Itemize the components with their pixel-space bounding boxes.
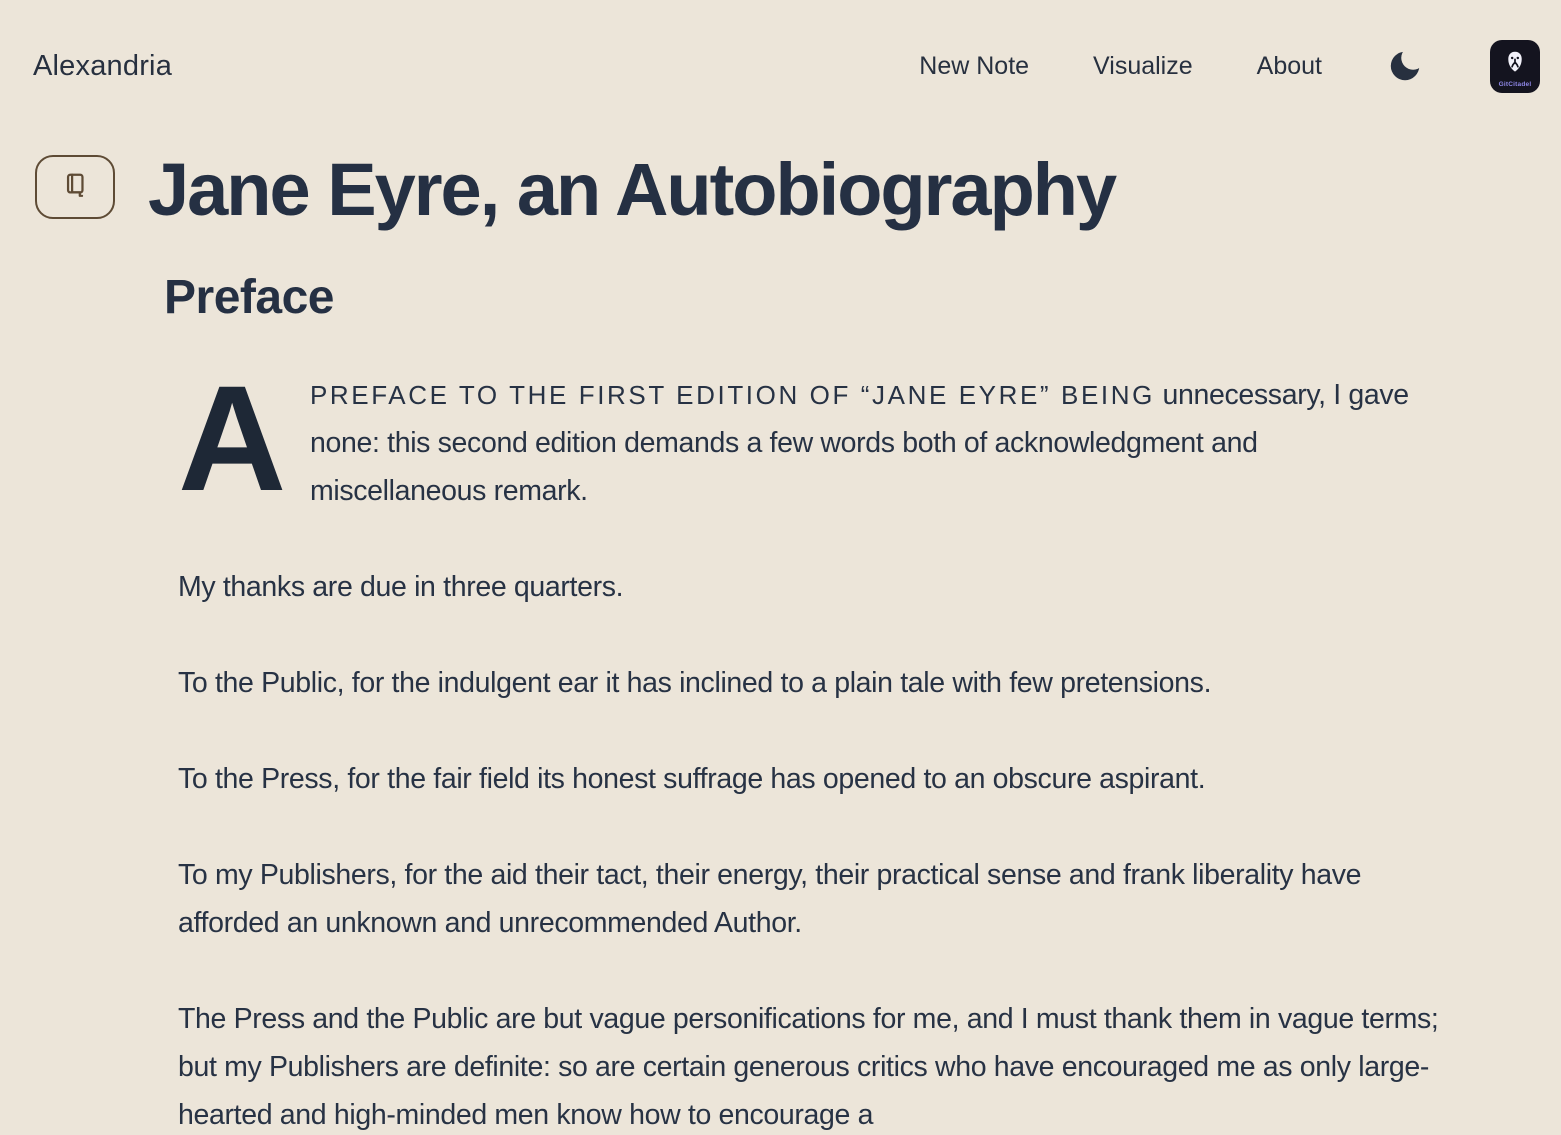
title-row <box>0 148 1561 232</box>
nav-link-about[interactable]: About <box>1256 52 1322 80</box>
paragraph: My thanks are due in three quarters. <box>178 571 624 604</box>
book-icon <box>59 170 91 205</box>
article-body <box>178 354 1440 1135</box>
lead-rest-text: unnecessary, I gave none: this second edition demands a few words both of acknowledgment and miscellaneous remark. <box>309 379 1409 508</box>
helmet-icon <box>1502 49 1528 80</box>
lead-caps-text: PREFACE TO THE FIRST EDITION OF “JANE EYRE” BEING <box>309 380 1155 411</box>
nav-link-new-note[interactable]: New Note <box>919 52 1030 80</box>
page-title: Jane Eyre, an Autobiography <box>148 148 1116 231</box>
brand[interactable]: Alexandria <box>33 50 173 82</box>
book-button[interactable] <box>35 155 115 219</box>
drop-cap: A <box>178 354 286 523</box>
header <box>0 0 1561 93</box>
app-logo-button[interactable] <box>1490 40 1540 93</box>
theme-toggle-button[interactable] <box>1386 47 1426 87</box>
paragraph: The Press and the Public are but vague personifications for me, and I must thank them in vague terms; but my Publishers are definite: so are certain generous critics who have encouraged me as only large-hearted and high-minded men know how to encourage a <box>178 1003 1439 1132</box>
nav-link-visualize[interactable]: Visualize <box>1093 52 1193 80</box>
lead-paragraph <box>178 354 1440 523</box>
section-heading: Preface <box>164 271 334 325</box>
main-nav <box>919 40 1540 93</box>
paragraph: To my Publishers, for the aid their tact, their energy, their practical sense and frank liberality have afforded an unknown and unrecommended Author. <box>178 859 1362 940</box>
main-content <box>0 148 1561 1135</box>
app-logo-caption: GitCitadel <box>1498 80 1532 88</box>
moon-icon <box>1387 46 1425 87</box>
paragraph: To the Press, for the fair field its honest suffrage has opened to an obscure aspirant. <box>178 763 1206 796</box>
paragraph: To the Public, for the indulgent ear it has inclined to a plain tale with few pretensions. <box>178 667 1212 700</box>
